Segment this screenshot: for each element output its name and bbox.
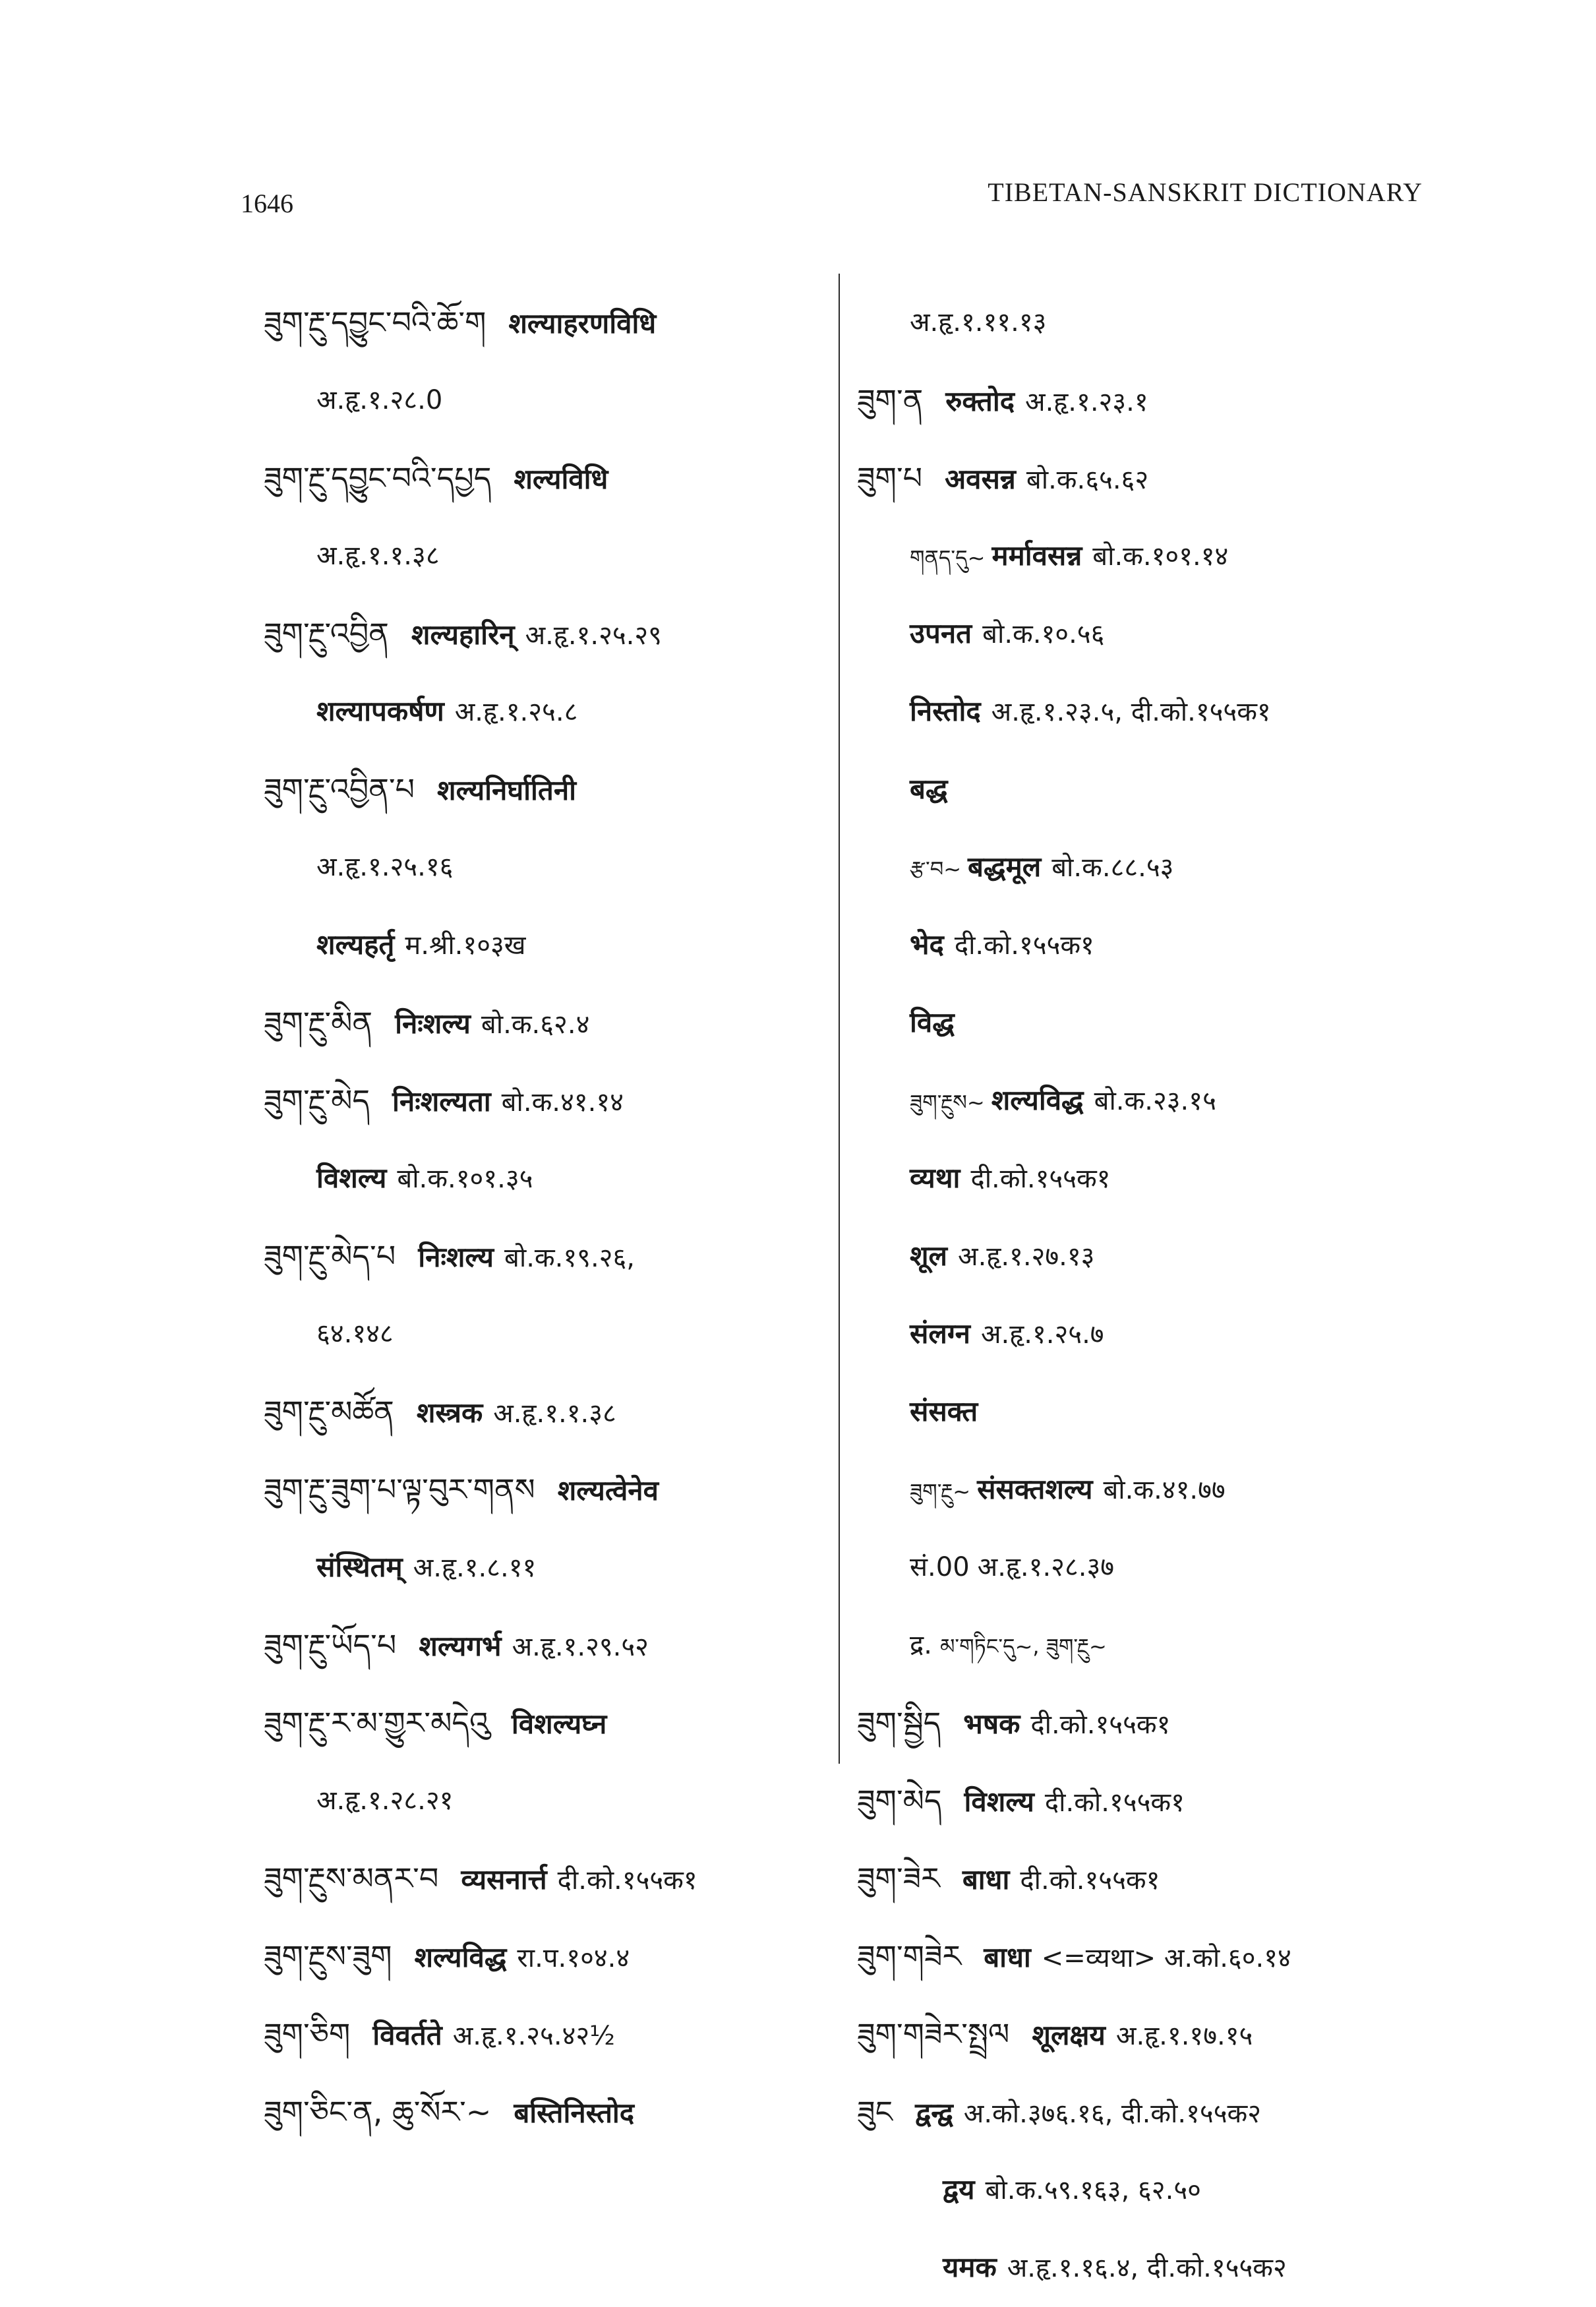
entry-continuation [857, 1139, 1450, 1217]
sanskrit-equivalent: शल्यविद्ध [991, 1084, 1084, 1116]
entry-continuation [857, 984, 1450, 1062]
source-reference: बो.क.६२.४ [481, 1009, 590, 1040]
sanskrit-equivalent: बद्ध [910, 773, 948, 805]
source-reference: दी.को.१५५क१ [1044, 1787, 1185, 1818]
dictionary-entry [264, 284, 831, 361]
page-number: 1646 [241, 189, 293, 218]
dictionary-entry [857, 1917, 1450, 1995]
entry-continuation [264, 1295, 831, 1373]
source-reference: अ.हृ.१.१६.४, दी.को.१५५क२ [1007, 2253, 1287, 2283]
sanskrit-equivalent: भषक [963, 1708, 1020, 1740]
sanskrit-equivalent: संसक्तशल्य [977, 1473, 1093, 1505]
dictionary-entry [857, 439, 1450, 517]
entry-continuation [264, 673, 831, 750]
sanskrit-equivalent: यमक [943, 2251, 997, 2283]
source-reference: अ.हृ.१.२९.५२ [512, 1632, 649, 1662]
sanskrit-equivalent: निःशल्यता [392, 1085, 491, 1118]
source-reference: अ.हृ.१.२८.२१ [316, 1785, 454, 1816]
cross-ref-marker: सं.00 [910, 1552, 970, 1582]
sanskrit-equivalent: अवसन्न [945, 463, 1016, 495]
running-head: TIBETAN-SANSKRIT DICTIONARY [988, 177, 1423, 207]
tibetan-subentry: རྩ་བ~ [910, 856, 962, 882]
tibetan-headword: ཟུག་ཟེར [857, 1861, 940, 1896]
sanskrit-equivalent: शल्यहारिन् [411, 618, 515, 651]
sanskrit-equivalent: शल्यत्वेनेव [557, 1474, 659, 1507]
tibetan-headword: ཟུག་རྔུ་མིན [264, 1005, 373, 1040]
source-reference: बो.क.१९.२६, [504, 1243, 635, 1273]
source-reference: अ.हृ.१.२३.५, दी.को.१५५क१ [991, 697, 1271, 727]
entry-continuation [857, 1217, 1450, 1295]
dictionary-entry [857, 361, 1450, 439]
source-reference: बो.क.२३.१५ [1094, 1086, 1216, 1116]
source-reference: बो.क.६५.६२ [1026, 465, 1149, 495]
dictionary-entry [264, 2073, 831, 2151]
dictionary-entry [264, 1995, 831, 2073]
source-reference: म.श्री.१०३ख [405, 930, 526, 961]
source-reference: अ.हृ.१.२५.७ [980, 1319, 1104, 1350]
source-reference: दी.को.१५५क१ [557, 1865, 697, 1896]
source-reference: बो.क.१०१.१४ [1092, 541, 1229, 572]
entry-continuation [857, 595, 1450, 673]
sanskrit-equivalent: संसक्त [910, 1395, 978, 1427]
sanskrit-equivalent: बाधा [984, 1941, 1031, 1973]
tibetan-subentry: ཟུག་རྔུས~ [910, 1090, 985, 1115]
source-reference: दी.को.१५५क१ [954, 930, 1094, 961]
source-reference: अ.हृ.१.२५.२९ [525, 620, 662, 651]
entry-continuation [857, 750, 1450, 828]
tibetan-headword: ཟུག་རྔུ་ཡོད་པ [264, 1627, 397, 1663]
tibetan-headword: ཟུག་རྔུས་མནར་བ [264, 1861, 439, 1896]
dictionary-entry [264, 1840, 831, 1917]
tibetan-headword: ཟུག་སྦྱིད [857, 1705, 941, 1741]
sanskrit-equivalent: बस्तिनिस्तोद [514, 2097, 635, 2129]
tibetan-subentry: གནད་དུ~ [910, 545, 986, 570]
source-reference: अ.को.३७६.१६, दी.को.१५५क२ [963, 2099, 1262, 2129]
source-reference: अ.हृ.१.११.१३ [910, 307, 1047, 338]
source-reference: बो.क.५९.१६३, ६२.५० [985, 2175, 1201, 2205]
sanskrit-equivalent: व्यथा [910, 1162, 961, 1194]
entry-continuation [857, 1373, 1450, 1451]
entry-continuation [857, 1295, 1450, 1373]
source-reference: बो.क.८८.५३ [1051, 853, 1174, 883]
source-reference: <=व्यथा> अ.को.६०.१४ [1041, 1943, 1291, 1973]
source-reference: अ.हृ.१.१७.१५ [1115, 2021, 1253, 2051]
dictionary-entry [857, 1840, 1450, 1917]
sanskrit-equivalent: संलग्न [910, 1317, 970, 1350]
dictionary-entry [264, 1373, 831, 1451]
tibetan-headword: ཟུག་པ [857, 460, 923, 496]
tibetan-headword: ཟུག་རྔུ་ར་མ་གྱུར་མདེའུ [264, 1705, 489, 1741]
tibetan-headword: ཟུག་རྔུ་འབྱིན [264, 616, 389, 651]
entry-continuation [857, 2229, 1450, 2306]
dictionary-entry [264, 1451, 831, 1528]
entry-continuation [264, 361, 831, 439]
sanskrit-equivalent: विशल्यघ्न [511, 1708, 607, 1740]
entry-continuation [264, 906, 831, 984]
tibetan-headword: ཟུག་རྔུ་མེད [264, 1083, 370, 1118]
sanskrit-equivalent: शल्यगर्भ [419, 1630, 502, 1662]
source-reference: बो.क.१०१.३५ [397, 1164, 533, 1194]
sanskrit-equivalent: व्यसनार्त्त [461, 1863, 547, 1896]
entry-continuation [264, 1139, 831, 1217]
dictionary-entry [264, 439, 831, 517]
sanskrit-equivalent: उपनत [910, 617, 972, 649]
entry-continuation [857, 2151, 1450, 2229]
sanskrit-equivalent: शस्त्रक [416, 1396, 483, 1429]
source-reference: अ.हृ.१.८.११ [413, 1553, 537, 1583]
dictionary-entry [857, 1762, 1450, 1840]
tibetan-headword: ཟུག་གཟེར་སྤྲལ [857, 2016, 1010, 2052]
dictionary-entry [264, 1606, 831, 1684]
source-reference: बो.क.४१.१४ [501, 1087, 624, 1118]
source-reference: बो.क.१०.५६ [982, 619, 1105, 649]
sanskrit-equivalent: शल्यनिर्घातिनी [437, 774, 577, 806]
sanskrit-equivalent: बद्धमूल [968, 851, 1042, 883]
entry-continuation [264, 1762, 831, 1840]
entry-continuation [857, 828, 1450, 906]
dictionary-entry [264, 595, 831, 673]
source-reference: दी.को.१५५क१ [1030, 1710, 1171, 1740]
source-reference: अ.हृ.१.२७.१३ [958, 1242, 1095, 1272]
source-reference: अ.हृ.१.२५.१६ [316, 852, 454, 882]
source-reference: अ.हृ.१.१.३८ [316, 541, 440, 571]
cross-ref-marker: द्र. [910, 1630, 932, 1660]
tibetan-headword: ཟུག་ན [857, 382, 924, 418]
entry-continuation [857, 284, 1450, 361]
dictionary-entry [857, 2073, 1450, 2151]
sanskrit-equivalent: निःशल्य [395, 1007, 471, 1040]
entry-continuation [857, 517, 1450, 595]
tibetan-headword: ཟུག་མེད [857, 1783, 942, 1818]
sanskrit-equivalent: विद्ध [910, 1006, 955, 1038]
source-reference: बो.क.४१.७७ [1103, 1475, 1226, 1505]
tibetan-headword: ཟུག་རྔུས་ཟུག [264, 1938, 392, 1974]
entry-continuation [857, 673, 1450, 750]
right-column [857, 284, 1450, 2306]
source-reference: दी.को.१५५क१ [1020, 1865, 1160, 1896]
tibetan-headword: ཟུག་རྔུ་ཟུག་པ་ལྟ་བུར་གནས [264, 1472, 535, 1507]
tibetan-headword: ཟུག་རྔུ་དབྱུང་བའི་ཆོ་ག [264, 305, 487, 340]
tibetan-headword: ཟུག་རྔུ་མེད་པ [264, 1238, 396, 1274]
sanskrit-equivalent: विशल्य [316, 1162, 387, 1194]
entry-continuation [857, 1451, 1450, 1528]
sanskrit-equivalent: शल्यहर्तृ [316, 928, 395, 961]
entry-continuation [264, 517, 831, 595]
tibetan-headword: ཟུག་རྔུ་དབྱུང་བའི་དཔྱད [264, 460, 492, 496]
sanskrit-equivalent: निस्तोद [910, 695, 981, 727]
source-reference: अ.हृ.१.२८.३७ [977, 1552, 1115, 1582]
source-reference: अ.हृ.१.२५.४२½ [452, 2021, 615, 2051]
sanskrit-equivalent: निःशल्य [418, 1241, 494, 1273]
source-reference: ६४.१४८ [316, 1319, 394, 1349]
sanskrit-equivalent: भेद [910, 928, 944, 961]
sanskrit-equivalent: शल्यापकर्षण [316, 695, 444, 727]
tibetan-headword: ཟུག་རྔུ་འབྱིན་པ [264, 771, 415, 807]
sanskrit-equivalent: शल्यविधि [514, 463, 608, 495]
tibetan-headword: ཟུག་རྔུ་མཚོན [264, 1394, 394, 1429]
sanskrit-equivalent: संस्थितम् [316, 1551, 403, 1583]
sanskrit-equivalent: रुक्तोद [945, 385, 1015, 417]
sanskrit-equivalent: शूलक्षय [1032, 2019, 1106, 2051]
dictionary-entry [264, 984, 831, 1062]
source-reference: अ.हृ.१.२३.१ [1025, 387, 1148, 417]
entry-continuation [857, 1062, 1450, 1139]
source-reference: अ.हृ.१.२५.८ [454, 697, 578, 727]
dictionary-entry [264, 1684, 831, 1762]
sanskrit-equivalent: शूल [910, 1240, 948, 1272]
sanskrit-equivalent: मर्मावसन्न [991, 539, 1082, 572]
tibetan-headword: ཟུག་ཅིག [264, 2016, 351, 2052]
source-reference: अ.हृ.१.१.३८ [493, 1398, 616, 1429]
dictionary-entry [264, 1062, 831, 1139]
dictionary-entry [264, 1217, 831, 1295]
tibetan-headword: ཟུག་གཟེར [857, 1938, 962, 1974]
sanskrit-equivalent: शल्यविद्ध [414, 1941, 507, 1973]
entry-continuation [264, 1528, 831, 1606]
entry-continuation [264, 828, 831, 906]
entry-continuation [857, 906, 1450, 984]
sanskrit-equivalent: द्वय [943, 2173, 975, 2205]
sanskrit-equivalent: बाधा [962, 1863, 1010, 1896]
entry-continuation [857, 1528, 1450, 1606]
dictionary-entry [264, 1917, 831, 1995]
left-column [264, 284, 831, 2151]
sanskrit-equivalent: विवर्तते [372, 2019, 442, 2051]
tibetan-headword: ཟུང [857, 2094, 893, 2130]
dictionary-entry [857, 1684, 1450, 1762]
source-reference: दी.को.१५५क१ [970, 1164, 1111, 1194]
tibetan-subentry: མ་གཏིང་དུ~, ཟུག་རྔུ~ [939, 1634, 1107, 1659]
entry-continuation [857, 1606, 1450, 1684]
dictionary-entry [857, 1995, 1450, 2073]
source-reference: रा.प.१०४.४ [517, 1943, 630, 1973]
sanskrit-equivalent: विशल्य [964, 1785, 1034, 1818]
tibetan-headword: ཟུག་ཅིང་ན, ཆུ་སོར་~ [264, 2094, 492, 2130]
sanskrit-equivalent: शल्याहरणविधि [508, 307, 657, 340]
column-divider [839, 274, 840, 1764]
tibetan-subentry: ཟུག་རྔུ~ [910, 1479, 971, 1504]
source-reference: अ.हृ.१.२८.0 [316, 385, 443, 415]
dictionary-entry [264, 750, 831, 828]
sanskrit-equivalent: द्वन्द्व [915, 2097, 953, 2129]
